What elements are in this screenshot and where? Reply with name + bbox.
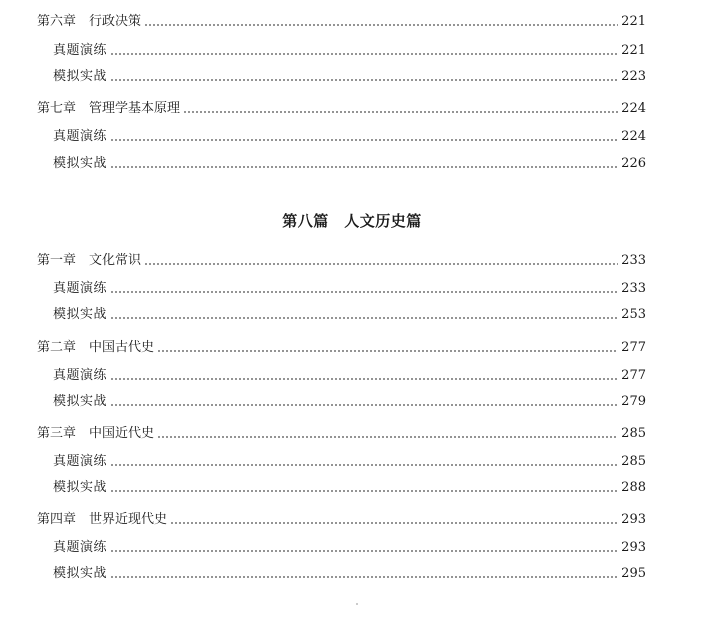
page-number: 233 (621, 253, 646, 268)
dot-leader (110, 290, 618, 294)
page-number: 233 (621, 281, 646, 296)
dot-leader (110, 549, 618, 553)
page-number: 277 (621, 368, 646, 383)
toc-chapter-row[interactable] (0, 249, 704, 269)
page-number: 285 (621, 426, 646, 441)
section-title: 模拟实战 (53, 480, 108, 495)
chapter-title: 第四章 世界近现代史 (37, 512, 168, 527)
toc-section-row[interactable] (0, 277, 704, 297)
page-number: 288 (621, 480, 646, 495)
toc-chapter-row[interactable] (0, 336, 704, 356)
toc-section-row[interactable] (0, 390, 704, 410)
page-number: 285 (621, 454, 646, 469)
toc-section-row[interactable] (0, 303, 704, 323)
toc-section-row[interactable] (0, 450, 704, 470)
section-title: 真题演练 (53, 454, 108, 469)
section-title: 模拟实战 (53, 394, 108, 409)
dot-leader (144, 23, 618, 27)
section-title: 模拟实战 (53, 69, 108, 84)
chapter-title: 第三章 中国近代史 (37, 426, 155, 441)
dot-leader (110, 138, 618, 142)
page-number: 279 (621, 394, 646, 409)
chapter-title: 第六章 行政决策 (37, 14, 142, 29)
toc-section-row[interactable] (0, 476, 704, 496)
dot-leader (110, 165, 618, 169)
page-number: 293 (621, 512, 646, 527)
dot-leader (110, 78, 618, 82)
toc-section-row[interactable] (0, 364, 704, 384)
chapter-title: 第七章 管理学基本原理 (37, 101, 181, 116)
toc-chapter-row[interactable] (0, 10, 704, 30)
chapter-title: 第一章 文化常识 (37, 253, 142, 268)
section-title: 真题演练 (53, 368, 108, 383)
dot-leader (110, 463, 618, 467)
page-number: 295 (621, 566, 646, 581)
toc-section-row[interactable] (0, 39, 704, 59)
page-number: 277 (621, 340, 646, 355)
dot-leader (110, 377, 618, 381)
toc-section-row[interactable] (0, 536, 704, 556)
dot-leader (183, 110, 618, 114)
dot-leader (157, 435, 618, 439)
dot-leader (157, 349, 618, 353)
page-number: 221 (621, 14, 646, 29)
page-number: 253 (621, 307, 646, 322)
toc-section-row[interactable] (0, 562, 704, 582)
page-number: 223 (621, 69, 646, 84)
toc-chapter-row[interactable] (0, 508, 704, 528)
section-title: 真题演练 (53, 540, 108, 555)
dot-leader (110, 403, 618, 407)
scan-speck (356, 603, 358, 605)
dot-leader (110, 489, 618, 493)
toc-section-row[interactable] (0, 125, 704, 145)
dot-leader (110, 575, 618, 579)
toc-chapter-row[interactable] (0, 422, 704, 442)
page-number: 221 (621, 43, 646, 58)
section-title: 真题演练 (53, 43, 108, 58)
section-title: 真题演练 (53, 129, 108, 144)
page-number: 224 (621, 129, 646, 144)
dot-leader (170, 521, 618, 525)
toc-chapter-row[interactable] (0, 97, 704, 117)
page-number: 293 (621, 540, 646, 555)
dot-leader (110, 316, 618, 320)
part-title: 第八篇 人文历史篇 (282, 212, 422, 230)
section-title: 真题演练 (53, 281, 108, 296)
section-title: 模拟实战 (53, 307, 108, 322)
section-title: 模拟实战 (53, 156, 108, 171)
toc-section-row[interactable] (0, 152, 704, 172)
dot-leader (144, 262, 618, 266)
page-number: 226 (621, 156, 646, 171)
dot-leader (110, 52, 618, 56)
chapter-title: 第二章 中国古代史 (37, 340, 155, 355)
page-number: 224 (621, 101, 646, 116)
section-title: 模拟实战 (53, 566, 108, 581)
toc-section-row[interactable] (0, 65, 704, 85)
